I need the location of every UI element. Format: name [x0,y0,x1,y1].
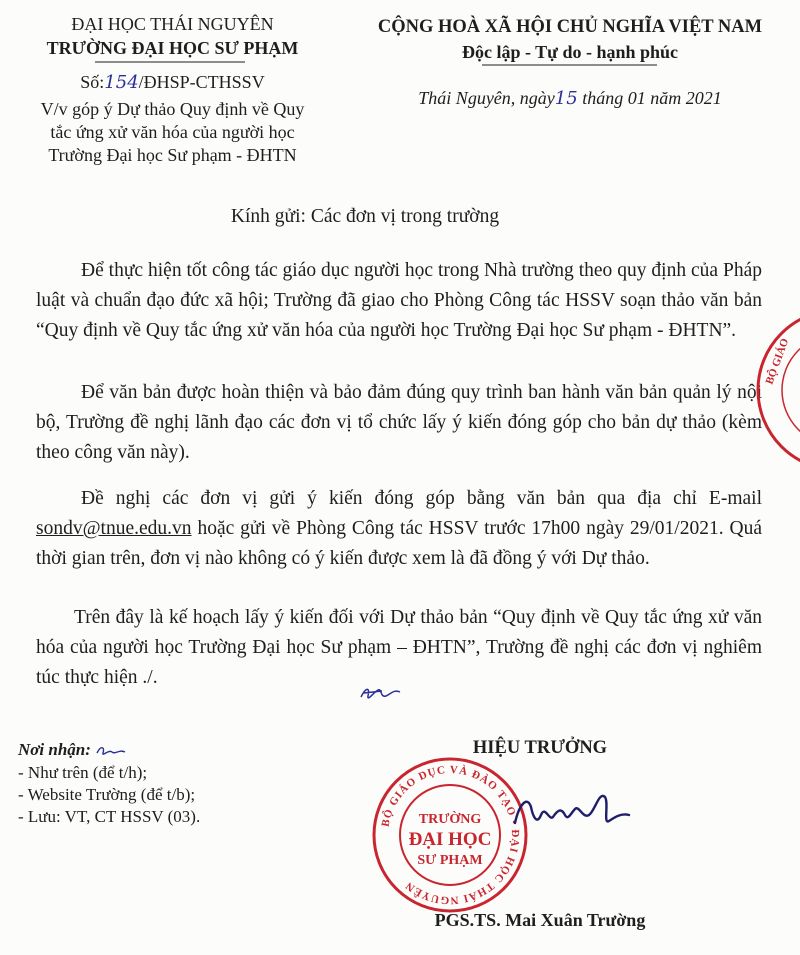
salutation: Kính gửi: Các đơn vị trong trường [230,206,500,227]
partial-seal-edge [750,305,800,475]
email-link[interactable]: sondv@tnue.edu.vn [36,518,192,539]
org-name: TRƯỜNG ĐẠI HỌC SƯ PHẠM [46,38,299,58]
org-underline [95,60,245,65]
p3-text-before: Đề nghị các đơn vị gửi ý kiến đóng góp bằng văn bản qua địa chỉ E-mail [81,488,762,509]
org-parent: ĐẠI HỌC THÁI NGUYÊN [71,14,274,34]
recipients-label: Nơi nhận [18,740,86,759]
doc-date [340,88,800,109]
recipient-item: - Như trên (để t/h); [18,763,148,782]
subject-line: tắc ứng xử văn hóa của người học [50,122,295,142]
seal-line: ĐẠI HỌC [408,829,492,850]
subject-line: V/v góp ý Dự thảo Quy định về Quy [40,99,305,119]
recipient-item: - Website Trường (để t/b); [18,785,196,804]
date-day: 15 [554,88,578,109]
handwritten-initials [358,682,408,704]
signer-title: HIỆU TRƯỞNG [472,738,608,758]
handwritten-mark [95,743,129,759]
subject-line: Trường Đại học Sư phạm - ĐHTN [48,145,297,165]
body-paragraph: Để thực hiện tốt công tác giáo dục người học trong Nhà trường theo quy định của Pháp luật và chuẩn đạo đức xã hội; Trường đã giao cho Phòng Công tác HSSV soạn thảo văn bản “Quy định về Quy tắc ứng xử văn hóa của người học Trường Đại học Sư phạm - ĐHTN”. [36,260,762,341]
national-motto: Độc lập - Tự do - hạnh phúc [461,42,679,62]
signer-name: PGS.TS. Mai Xuân Trường [434,910,646,930]
seal-line: SƯ PHẠM [417,853,483,868]
date-suffix: tháng 01 năm 2021 [577,88,722,108]
body-paragraph [36,484,762,574]
seal-line: TRƯỜNG [418,812,482,827]
seal-outer-text: BỘ GIÁO DỤC VÀ ĐÀO TẠO • ĐẠI HỌC THÁI NGUYÊN [379,763,522,907]
p3-text-after: hoặc gửi về Phòng Công tác HSSV trước 17h00 ngày 29/01/2021. Quá thời gian trên, đơn vị nào không có ý kiến được xem là đã đồng ý với Dự thảo. [36,518,762,569]
body-paragraph: Trên đây là kế hoạch lấy ý kiến đối với Dự thảo bản “Quy định về Quy tắc ứng xử văn hóa của người học Trường Đại học Sư phạm – ĐHTN”, Trường đề nghị các đơn vị nghiêm túc thực hiện ./. [36,607,762,688]
ref-suffix: /ĐHSP-CTHSSV [138,72,265,92]
body-paragraph: Để văn bản được hoàn thiện và bảo đảm đúng quy trình ban hành văn bản quản lý nội bộ, Trường đề nghị lãnh đạo các đơn vị tổ chức lấy ý kiến đóng góp cho bản dự thảo (kèm theo công văn này). [36,382,762,463]
national-title: CỘNG HOÀ XÃ HỘI CHỦ NGHĨA VIỆT NAM [377,17,763,37]
doc-reference [0,72,345,93]
ref-number: 154 [104,72,139,93]
signature-scribble [505,785,635,845]
motto-underline [482,63,657,68]
ref-prefix: Số: [80,72,105,92]
svg-text:BỘ GIÁO: BỘ GIÁO [763,336,792,387]
recipients-block: Nơi nhận: - Như trên (để t/h); - Website Trường (để t/b); - Lưu: VT, CT HSSV (03). [18,740,201,826]
recipient-item: - Lưu: VT, CT HSSV (03). [18,807,201,826]
doc-subject [0,98,345,167]
date-prefix: Thái Nguyên, ngày [418,88,555,108]
